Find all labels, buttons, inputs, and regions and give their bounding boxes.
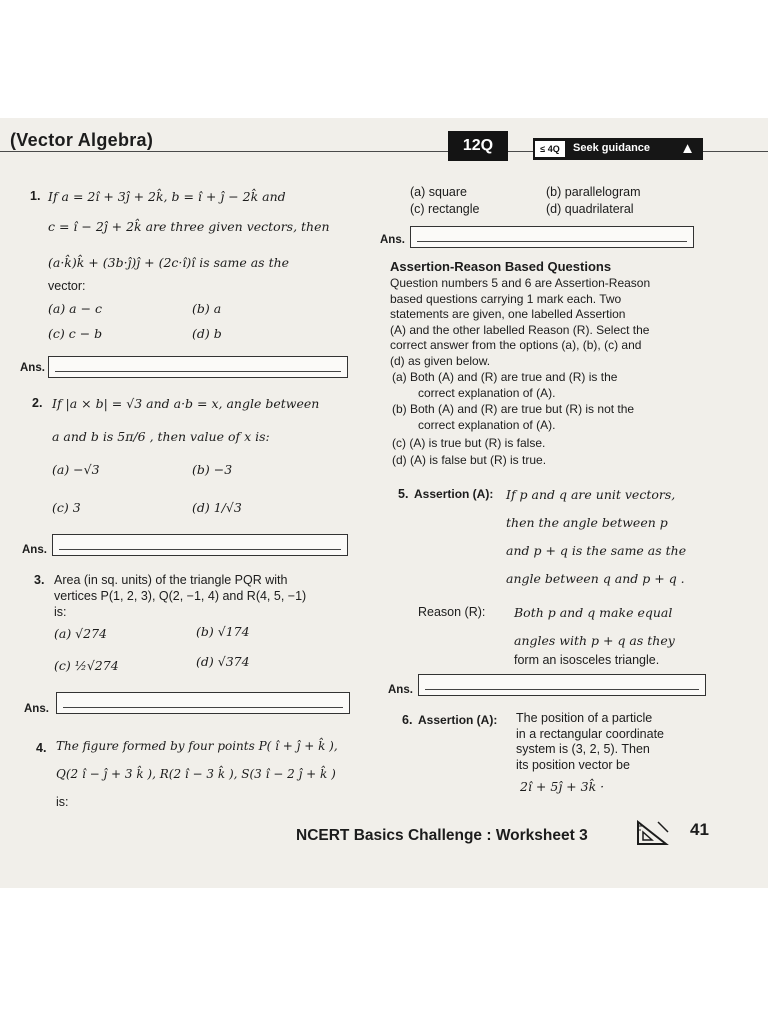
q1-answer-box[interactable] bbox=[48, 356, 348, 378]
warning-triangle-icon: ▲ bbox=[680, 140, 695, 157]
q2-line-1: If |a × b| = √3 and a·b = x, angle between bbox=[52, 396, 320, 411]
intro-line: Question numbers 5 and 6 are Assertion-Reason bbox=[390, 276, 651, 290]
q1-line-3: (a·k̂)k̂ + (3b·ĵ)ĵ + (2c·î)î is same as the bbox=[48, 255, 290, 270]
intro-line: statements are given, one labelled Assertion bbox=[390, 307, 626, 321]
q2-option-c: (c) 3 bbox=[52, 500, 81, 515]
q4-answer-box[interactable] bbox=[410, 226, 694, 248]
q3-line-1: Area (in sq. units) of the triangle PQR with bbox=[54, 573, 288, 587]
question-5-number: 5. bbox=[398, 487, 409, 501]
seek-guidance-label: Seek guidance bbox=[573, 142, 651, 154]
assertion-reason-heading: Assertion-Reason Based Questions bbox=[390, 259, 612, 274]
page-title: (Vector Algebra) bbox=[10, 130, 154, 150]
ar-option-a-line-2: correct explanation of (A). bbox=[418, 386, 556, 400]
q5-reason-line-2: angles with p + q as they bbox=[514, 633, 675, 648]
q3-answer-box[interactable] bbox=[56, 692, 350, 714]
intro-line: (A) and the other labelled Reason (R). Select the bbox=[390, 322, 650, 337]
seek-guidance-bar bbox=[533, 138, 703, 160]
q6-assertion-line-4: its position vector be bbox=[516, 758, 630, 772]
q5-reason-label: Reason (R): bbox=[418, 605, 486, 619]
limit-badge: ≤ 4Q bbox=[535, 141, 565, 157]
q1-option-b: (b) a bbox=[192, 301, 222, 316]
q4-option-b: (b) parallelogram bbox=[546, 185, 641, 199]
q1-line-2: c = î − 2ĵ + 2k̂ are three given vectors, then bbox=[48, 219, 330, 234]
ar-option-a-line-1: (a) Both (A) and (R) are true and (R) is the bbox=[392, 370, 618, 384]
q2-option-d: (d) 1/√3 bbox=[192, 500, 242, 515]
q1-line-4: vector: bbox=[48, 279, 86, 293]
question-1 bbox=[30, 188, 40, 205]
q3-line-2: vertices P(1, 2, 3), Q(2, −1, 4) and R(4, 5, −1) bbox=[54, 589, 307, 603]
q6-assertion-line-5: 2î + 5ĵ + 3k̂ · bbox=[520, 779, 605, 794]
question-count-badge: 12Q bbox=[448, 131, 508, 161]
q2-option-a: (a) −√3 bbox=[52, 462, 100, 477]
ar-option-d: (d) (A) is false but (R) is true. bbox=[392, 453, 547, 467]
q4-option-c: (c) rectangle bbox=[410, 202, 480, 216]
q6-assertion-line-1: The position of a particle bbox=[516, 711, 653, 725]
q4-line-1: The figure formed by four points P( î + ĵ + k̂ ), bbox=[56, 739, 338, 753]
intro-line: correct answer from the options (a), (b), (c) and bbox=[390, 338, 642, 352]
q5-answer-box[interactable] bbox=[418, 674, 706, 696]
q1-line-1: If a = 2î + 3ĵ + 2k̂, b = î + ĵ − 2k̂ and bbox=[48, 189, 286, 204]
q4-option-d: (d) quadrilateral bbox=[546, 202, 634, 216]
question-number: 1. bbox=[30, 189, 41, 203]
q4-line-2: Q(2 î − ĵ + 3 k̂ ), R(2 î − 3 k̂ ), S(3 î − 2 ĵ + k̂ ) bbox=[56, 767, 336, 781]
ar-option-b-line-1: (b) Both (A) and (R) are true but (R) is not the bbox=[392, 402, 635, 416]
ar-option-b-line-2: correct explanation of (A). bbox=[418, 418, 556, 432]
assertion-intro bbox=[390, 276, 700, 369]
q2-answer-box[interactable] bbox=[52, 534, 348, 556]
q6-assertion-label: Assertion (A): bbox=[418, 713, 498, 727]
q3-option-d: (d) √374 bbox=[196, 654, 250, 669]
question-2-number: 2. bbox=[32, 396, 43, 410]
q3-line-3: is: bbox=[54, 605, 67, 619]
set-square-icon bbox=[636, 820, 670, 846]
q5-assertion-line-3: and p + q is the same as the bbox=[506, 543, 687, 558]
q6-assertion-line-3: system is (3, 2, 5). Then bbox=[516, 742, 650, 756]
q4-option-a: (a) square bbox=[410, 185, 467, 199]
q4-line-3: is: bbox=[56, 795, 69, 809]
q5-assertion-line-1: If p and q are unit vectors, bbox=[506, 487, 676, 502]
q2-line-2: a and b is 5π/6 , then value of x is: bbox=[52, 429, 270, 444]
q3-answer-label: Ans. bbox=[24, 703, 49, 715]
q1-answer-label: Ans. bbox=[20, 362, 45, 374]
ar-option-c: (c) (A) is true but (R) is false. bbox=[392, 436, 546, 450]
q2-answer-label: Ans. bbox=[22, 544, 47, 556]
q5-reason-line-1: Both p and q make equal bbox=[514, 605, 673, 620]
q5-answer-label: Ans. bbox=[388, 684, 413, 696]
q2-option-b: (b) −3 bbox=[192, 462, 233, 477]
q6-assertion-line-2: in a rectangular coordinate bbox=[516, 727, 665, 741]
q5-reason-line-3: form an isosceles triangle. bbox=[514, 653, 660, 667]
q1-option-c: (c) c − b bbox=[48, 326, 103, 341]
question-6-number: 6. bbox=[402, 713, 413, 727]
q5-assertion-line-4: angle between q and p + q . bbox=[506, 571, 685, 586]
question-4-number: 4. bbox=[36, 741, 47, 755]
q1-option-d: (d) b bbox=[192, 326, 222, 341]
q1-option-a: (a) a − c bbox=[48, 301, 103, 316]
page-number: 41 bbox=[690, 820, 709, 839]
q5-assertion-label: Assertion (A): bbox=[414, 487, 494, 501]
footer-title: NCERT Basics Challenge : Worksheet 3 bbox=[296, 827, 588, 844]
question-3-number: 3. bbox=[34, 573, 45, 587]
q3-option-c: (c) ½√274 bbox=[54, 658, 119, 673]
q3-option-a: (a) √274 bbox=[54, 626, 108, 641]
q4-answer-label: Ans. bbox=[380, 234, 405, 246]
worksheet-page bbox=[0, 118, 768, 888]
intro-line: (d) as given below. bbox=[390, 353, 491, 368]
q3-option-b: (b) √174 bbox=[196, 624, 250, 639]
intro-line: based questions carrying 1 mark each. Two bbox=[390, 291, 622, 306]
q5-assertion-line-2: then the angle between p bbox=[506, 515, 668, 530]
